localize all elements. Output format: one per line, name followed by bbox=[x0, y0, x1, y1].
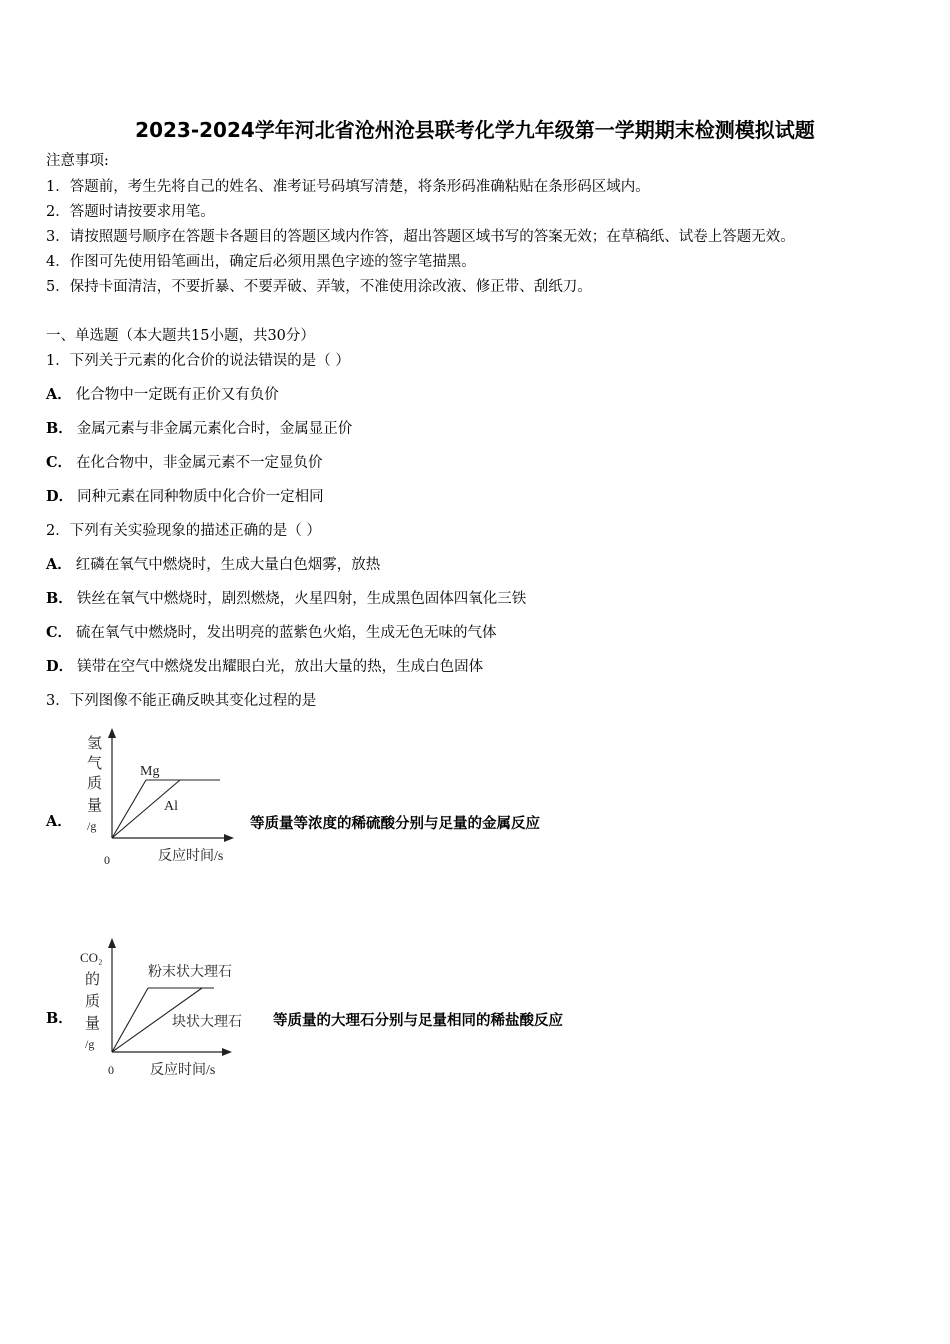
series-label-block: 块状大理石 bbox=[172, 1015, 242, 1030]
y-label-char: 气 bbox=[87, 756, 103, 772]
option-label: C． bbox=[46, 454, 73, 471]
option-label: B． bbox=[46, 590, 73, 607]
graph-option-label-a bbox=[46, 812, 76, 832]
question-stem: 3．下列图像不能正确反映其变化过程的是 bbox=[46, 693, 317, 709]
option-label: D． bbox=[46, 488, 74, 505]
option-b bbox=[46, 589, 526, 609]
series-label-mg: Mg bbox=[140, 764, 160, 779]
y-label-char: 质 bbox=[87, 776, 103, 792]
origin-label: 0 bbox=[108, 1063, 114, 1077]
option-label: C． bbox=[46, 624, 73, 641]
option-c bbox=[46, 453, 323, 473]
page-title: 2023-2024学年河北省沧州沧县联考化学九年级第一学期期末检测模拟试题 bbox=[135, 118, 815, 142]
graph-a bbox=[76, 726, 248, 872]
x-axis-arrow bbox=[222, 1048, 232, 1056]
notice-item: 3．请按照题号顺序在答题卡各题目的答题区域内作答，超出答题区域书写的答案无效；在草稿纸、试卷上答题无效。 bbox=[46, 229, 795, 245]
y-label-char: 的 bbox=[85, 972, 101, 988]
series-label-powder: 粉末状大理石 bbox=[148, 965, 232, 980]
graph-a-description: 等质量等浓度的稀硫酸分别与足量的金属反应 bbox=[250, 815, 540, 832]
option-text: 化合物中一定既有正价又有负价 bbox=[75, 387, 279, 403]
option-text: 同种元素在同种物质中化合价一定相同 bbox=[77, 489, 324, 505]
y-label-char: CO₂ bbox=[80, 950, 103, 965]
notice-item: 1．答题前，考生先将自己的姓名、准考证号码填写清楚，将条形码准确粘贴在条形码区域内。 bbox=[46, 179, 650, 195]
option-b bbox=[46, 419, 352, 439]
x-axis-label: 反应时间/s bbox=[150, 1063, 216, 1078]
y-label-char: 氢 bbox=[87, 736, 103, 752]
option-text: 镁带在空气中燃烧发出耀眼白光，放出大量的热，生成白色固体 bbox=[77, 659, 484, 675]
option-label: A． bbox=[46, 813, 72, 830]
option-text: 在化合物中，非金属元素不一定显负价 bbox=[76, 455, 323, 471]
option-text: 硫在氧气中燃烧时，发出明亮的蓝紫色火焰，生成无色无味的气体 bbox=[76, 625, 497, 641]
y-label-unit: /g bbox=[85, 1037, 95, 1051]
option-d bbox=[46, 487, 324, 507]
question-stem: 2．下列有关实验现象的描述正确的是（ ） bbox=[46, 523, 321, 539]
question-stem: 1．下列关于元素的化合价的说法错误的是（ ） bbox=[46, 353, 350, 369]
option-text: 红磷在氧气中燃烧时，生成大量白色烟雾，放热 bbox=[75, 557, 381, 573]
option-a bbox=[46, 385, 279, 405]
option-text: 金属元素与非金属元素化合时，金属显正价 bbox=[76, 421, 353, 437]
y-axis-arrow bbox=[108, 728, 116, 738]
option-label: D． bbox=[46, 658, 74, 675]
option-label: B． bbox=[46, 1010, 73, 1027]
origin-label: 0 bbox=[104, 853, 110, 867]
option-d bbox=[46, 657, 483, 677]
notice-heading: 注意事项: bbox=[46, 153, 109, 169]
y-axis-arrow bbox=[108, 938, 116, 948]
option-label: B． bbox=[46, 420, 73, 437]
y-label-unit: /g bbox=[87, 819, 97, 833]
series-label-al: Al bbox=[164, 799, 178, 814]
notice-item: 5．保持卡面清洁，不要折暴、不要弄破、弄皱，不准使用涂改液、修正带、刮纸刀。 bbox=[46, 279, 592, 295]
section-heading: 一、单选题（本大题共15小题，共30分） bbox=[46, 328, 315, 344]
option-text: 铁丝在氧气中燃烧时，剧烈燃烧，火星四射，生成黑色固体四氧化三铁 bbox=[76, 591, 527, 607]
graph-option-label-b bbox=[46, 1009, 77, 1029]
y-label-char: 量 bbox=[87, 798, 103, 814]
x-axis-label: 反应时间/s bbox=[158, 849, 224, 864]
option-label: A． bbox=[46, 386, 72, 403]
option-label: A． bbox=[46, 556, 72, 573]
graph-b bbox=[76, 934, 272, 1080]
mg-line bbox=[112, 780, 146, 838]
option-c bbox=[46, 623, 497, 643]
y-label-char: 质 bbox=[85, 994, 101, 1010]
powder-line bbox=[112, 988, 148, 1052]
graph-b-description: 等质量的大理石分别与足量相同的稀盐酸反应 bbox=[273, 1012, 563, 1029]
option-a bbox=[46, 555, 380, 575]
notice-item: 2．答题时请按要求用笔。 bbox=[46, 204, 215, 220]
x-axis-arrow bbox=[224, 834, 234, 842]
notice-item: 4．作图可先使用铅笔画出，确定后必须用黑色字迹的签字笔描黑。 bbox=[46, 254, 476, 270]
y-label-char: 量 bbox=[85, 1016, 101, 1032]
